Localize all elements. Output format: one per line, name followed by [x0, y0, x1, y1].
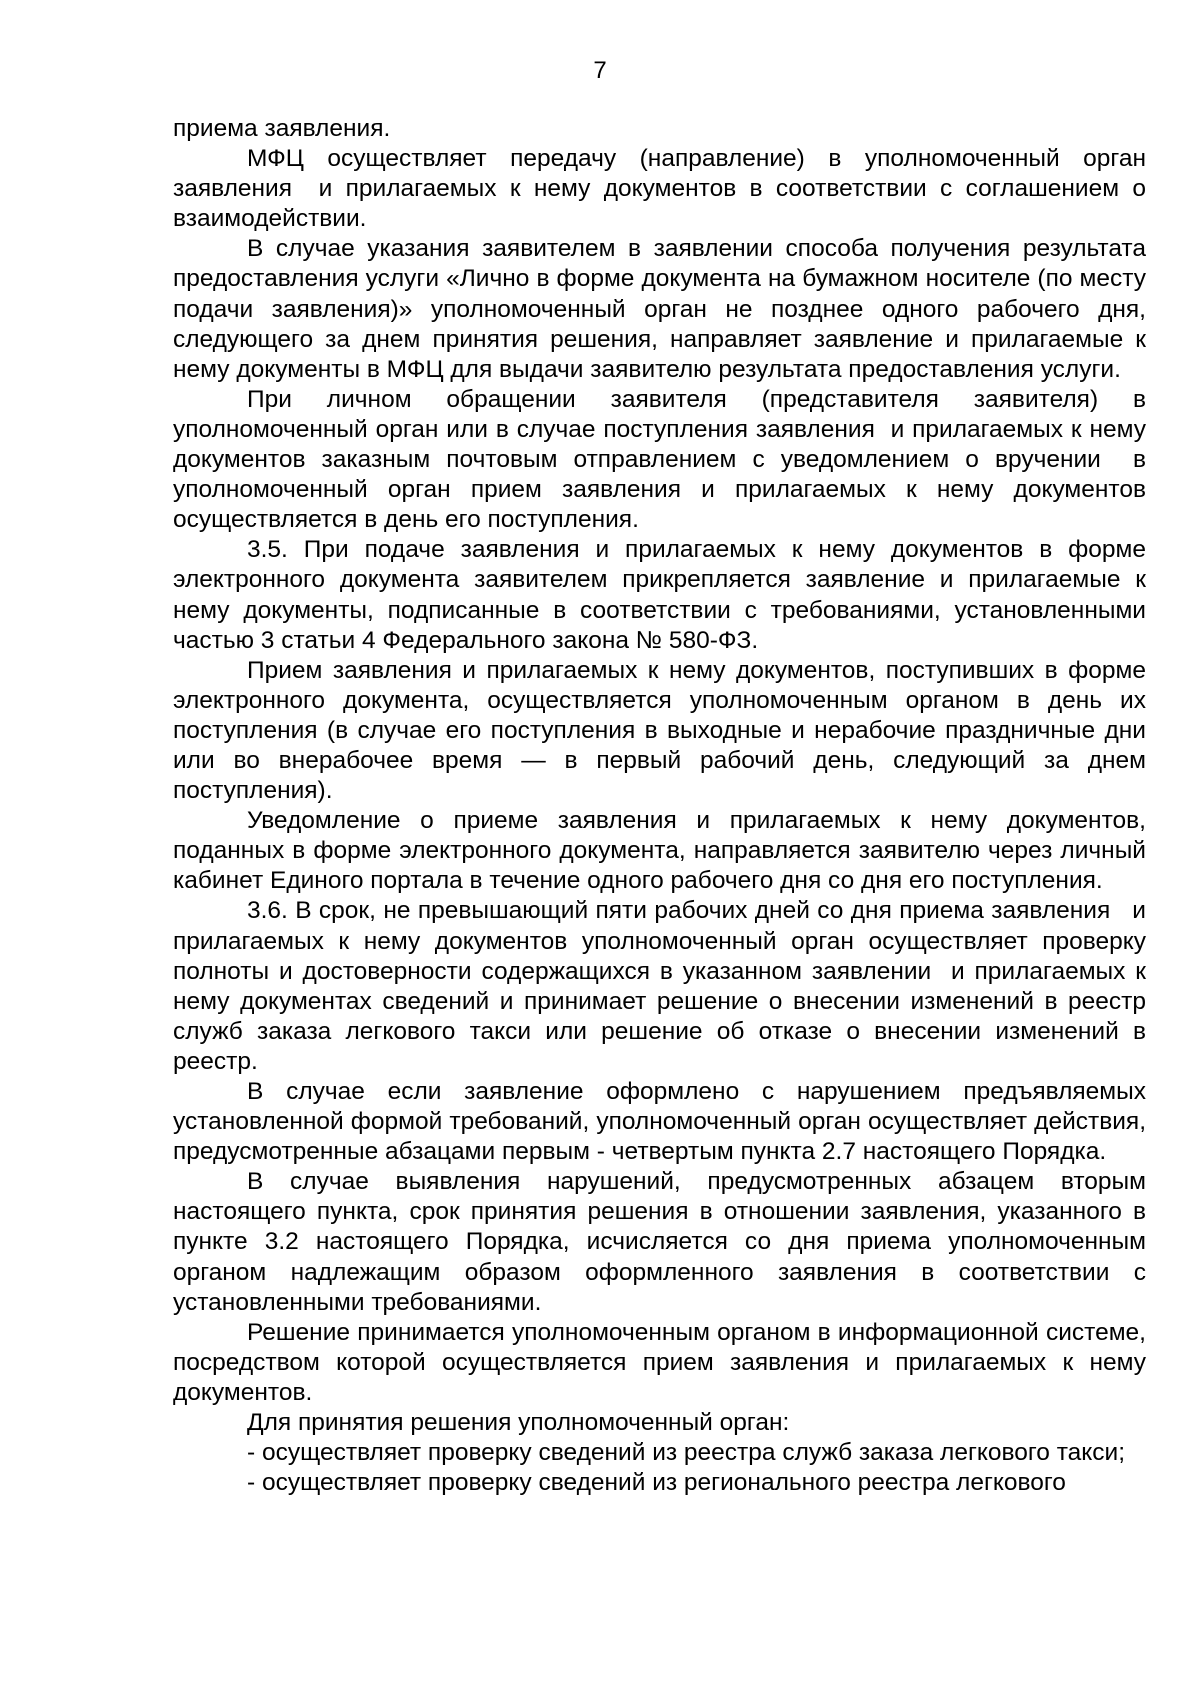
- paragraph-mfc-transfer: МФЦ осуществляет передачу (направление) в уполномоченный орган заявления и прилагаемых к нему документов в соответствии с соглашением о взаимодействии.: [173, 145, 1153, 233]
- paragraph-violation-deadline: В случае выявления нарушений, предусмотренных абзацем вторым настоящего пункта, срок принятия решения в отношении заявления, указанного в пункте 3.2 настоящего Порядка, исчисляется со дня приема уполномоченным органом надлежащим образом оформленного заявления в соответствии с установленными требованиями.: [173, 1168, 1153, 1316]
- paragraph-decision-steps-intro: Для принятия решения уполномоченный орган:: [247, 1409, 790, 1437]
- paragraph-electronic-receipt: Прием заявления и прилагаемых к нему документов, поступивших в форме электронного документа, осуществляется уполномоченным органом в день их поступления (в случае его поступления в выходные и нерабочие праздничные дни или во внерабочее время — в первый рабочий день, следующий за днем поступления).: [173, 656, 1153, 805]
- page-number: 7: [593, 57, 607, 84]
- paragraph-paper-result: В случае указания заявителем в заявлении способа получения результата предоставления услуги «Лично в форме документа на бумажном носителе (по месту подачи заявления)» уполномоченный орган не позднее одного рабочего дня, следующего за днем принятия решения, направляет заявление и прилагаемые к нему документы в МФЦ для выдачи заявителю результата предоставления услуги.: [173, 235, 1153, 383]
- document-body: [173, 114, 1153, 1498]
- list-item-taxi-registry-check: - осуществляет проверку сведений из реестра служб заказа легкового такси;: [247, 1439, 1126, 1467]
- paragraph-3-6: 3.6. В срок, не превышающий пяти рабочих дней со дня приема заявления и прилагаемых к нему документов уполномоченный орган осуществляет проверку полноты и достоверности содержащихся в указанном заявлении и прилагаемых к нему документах сведений и принимает решение о внесении изменений в реестр служб заказа легкового такси или решение об отказе о внесении изменений в реестр.: [173, 897, 1153, 1075]
- list-item-regional-registry-check: - осуществляет проверку сведений из регионального реестра легкового: [247, 1469, 1066, 1497]
- paragraph-violation-case: В случае если заявление оформлено с нарушением предъявляемых установленной формой требований, уполномоченный орган осуществляет действия, предусмотренные абзацами первым - четвертым пункта 2.7 настоящего Порядка.: [173, 1078, 1153, 1166]
- paragraph-3-5: 3.5. При подаче заявления и прилагаемых к нему документов в форме электронного документа заявителем прикрепляется заявление и прилагаемые к нему документы, подписанные в соответствии с требованиями, установленными частью 3 статьи 4 Федерального закона № 580-ФЗ.: [173, 536, 1153, 654]
- paragraph-notification: Уведомление о приеме заявления и прилагаемых к нему документов, поданных в форме электронного документа, направляется заявителю через личный кабинет Единого портала в течение одного рабочего дня со дня его поступления.: [173, 807, 1153, 895]
- paragraph-decision-system: Решение принимается уполномоченным органом в информационной системе, посредством которой осуществляется прием заявления и прилагаемых к нему документов.: [173, 1318, 1153, 1406]
- paragraph-continuation: приема заявления.: [173, 115, 391, 142]
- paragraph-personal-appeal: При личном обращении заявителя (представителя заявителя) в уполномоченный орган или в случае поступления заявления и прилагаемых к нему документов заказным почтовым отправлением с уведомлением о вручении в уполномоченный орган прием заявления и прилагаемых к нему документов осуществляется в день его поступления.: [173, 385, 1153, 534]
